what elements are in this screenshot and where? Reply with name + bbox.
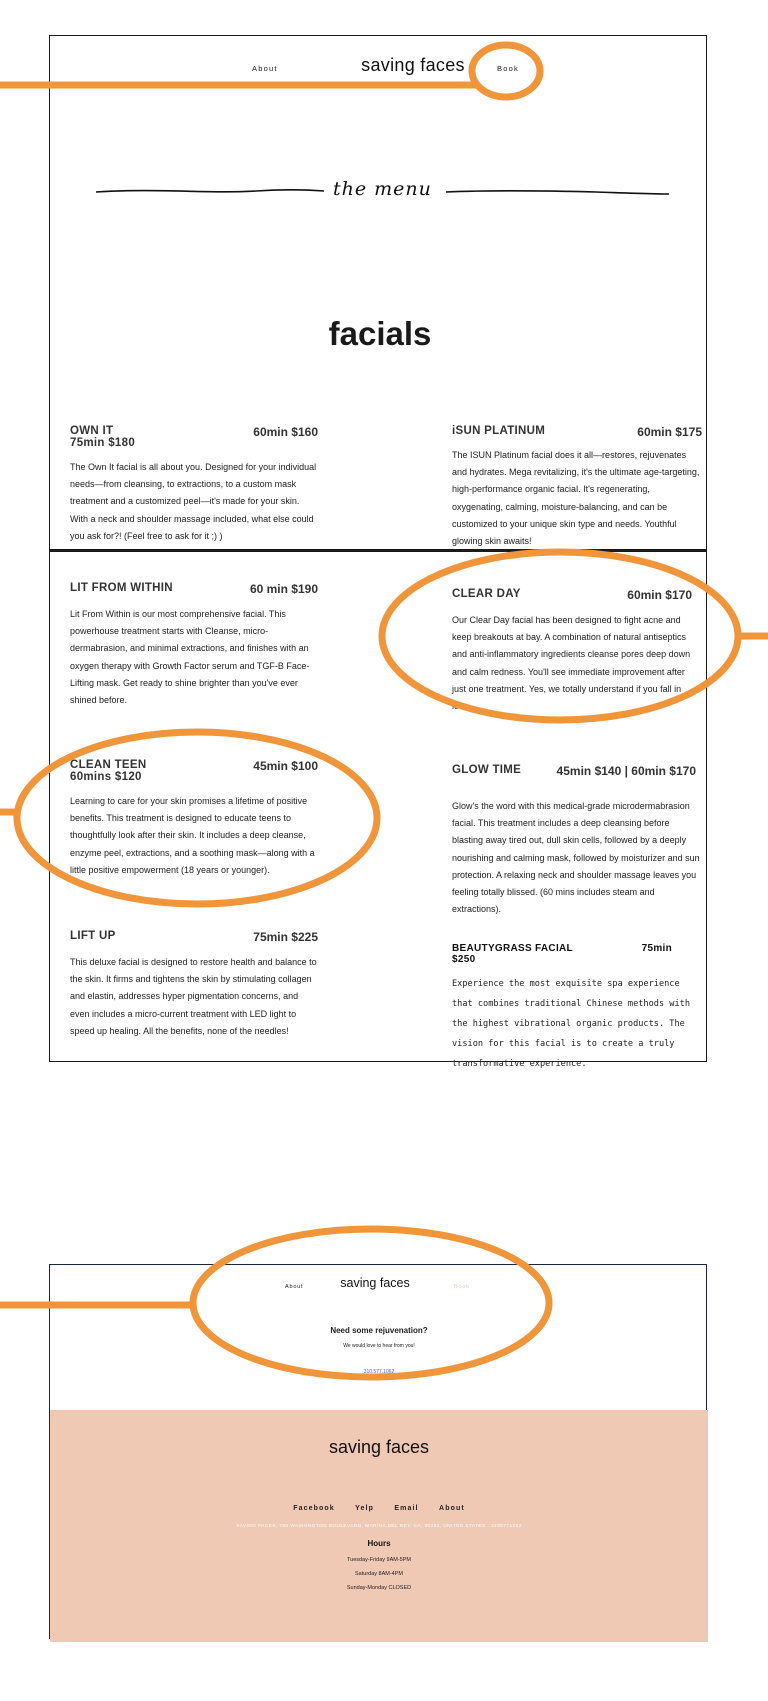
treatment-name: CLEAR DAY (452, 588, 521, 600)
cta-subtitle: We would love to hear from you! (343, 1343, 415, 1349)
footer-link-yelp[interactable]: Yelp (355, 1505, 374, 1512)
contact-page-screenshot (49, 1264, 707, 1639)
hours-title: Hours (367, 1539, 391, 1548)
treatment-lift-up (70, 930, 318, 1040)
treatment-description: The Own It facial is all about you. Designed for your individual needs—from cleansing, to extractions, to a custom mask treatment and a customized peel—it's made for your skin. With a neck and shoulder massage included, what else could you ask for?! (Feel free to ask for it ;) ) (70, 462, 317, 541)
hours-line: Tuesday-Friday 9AM-5PM (347, 1557, 411, 1563)
treatment-beautygrass-facial (452, 943, 702, 1069)
treatment-price: 60min $175 (637, 425, 702, 439)
treatment-name: GLOW TIME (452, 764, 522, 776)
treatment-name: BEAUTYGRASS FACIAL (452, 943, 573, 954)
treatment-clean-teen (70, 759, 318, 879)
nav-book-link[interactable]: Book (454, 1284, 470, 1290)
footer-links (50, 1497, 708, 1515)
treatment-price-alt: $250 (452, 954, 476, 965)
menu-divider-left (96, 182, 326, 202)
site-logo[interactable]: saving faces (361, 55, 465, 75)
treatment-clear-day (452, 588, 692, 712)
treatment-price: 75min (641, 943, 672, 954)
treatment-description: Our Clear Day facial has been designed to fight acne and keep breakouts at bay. A combination of natural antiseptics and anti-inflammatory ingredients cleanse pores deep down and calm redness. You'll see immediate improvement after just one treatment. Yes, we totally understand if you fall in love. (452, 615, 691, 712)
section-title-facials: facials (328, 315, 432, 352)
treatment-description: This deluxe facial is designed to restore health and balance to the skin. It firms and tightens the skin by stimulating collagen and elastin, addresses hyper pigmentation concerns, and even includes a micro-current treatment with LED light to speed up healing. All the benefits, none of the needles! (70, 957, 317, 1036)
menu-title: the menu (333, 178, 432, 200)
cta-title: Need some rejuvenation? (330, 1326, 428, 1335)
nav-book-link[interactable]: Book (497, 64, 519, 73)
treatment-name: CLEAN TEEN (70, 759, 147, 771)
footer-address: SAVING FACES, 780 WASHINGTON BOULEVARD, MARINA DEL REY, CA, 90292, UNITED STATES · 3105771062 (236, 1524, 522, 1529)
site-logo[interactable]: saving faces (340, 1276, 410, 1290)
treatment-name: OWN IT (70, 425, 114, 437)
treatment-price: 45min $100 (253, 759, 318, 773)
site-footer (50, 1410, 708, 1642)
menu-page-screenshot-top (49, 35, 707, 551)
treatment-description: The ISUN Platinum facial does it all—restores, rejuvenates and hydrates. Mega revitalizing, it's the ultimate age-targeting, high-performance organic facial. It's regenerating, oxygenating, calming, moisture-balancing, and can be customized to your unique skin type and needs. Youthful glowing skin awaits! (452, 450, 700, 547)
footer-link-facebook[interactable]: Facebook (293, 1505, 335, 1512)
treatment-price-alt: 60mins $120 (70, 771, 142, 783)
footer-logo[interactable]: saving faces (328, 1437, 430, 1457)
treatment-description: Glow's the word with this medical-grade microdermabrasion facial. This treatment includes a deep cleansing before blasting away tired out, dull skin cells, followed by a deeply nourishing and calming mask, followed by moisturizer and sun protection. A relaxing neck and shoulder massage leaves you feeling totally blissed. (60 mins includes steam and extractions). (452, 801, 700, 915)
phone-link[interactable]: 310.577.1062 (363, 1369, 395, 1375)
menu-page-screenshot-bottom (49, 549, 707, 1069)
treatment-lit-from-within (70, 582, 318, 709)
treatment-name: iSUN PLATINUM (452, 425, 546, 437)
nav-about-link[interactable]: About (285, 1284, 304, 1290)
treatment-price: 45min $140 | 60min $170 (556, 764, 696, 778)
treatment-description: Experience the most exquisite spa experience that combines traditional Chinese methods with the highest vibrational organic products. The vision for this facial is to create a truly transformative experience. (452, 979, 690, 1069)
treatment-price-alt: 75min $180 (70, 437, 136, 449)
footer-link-about[interactable]: About (439, 1505, 465, 1512)
hours-line: Saturday 8AM-4PM (355, 1571, 403, 1577)
treatment-own-it (70, 425, 318, 545)
treatment-name: LIFT UP (70, 930, 116, 942)
treatment-description: Learning to care for your skin promises a lifetime of positive benefits. This treatment is designed to educate teens to thoughtfully look after their skin. It includes a deep cleanse, enzyme peel, extractions, and a soothing mask—along with a little positive empowerment (18 years or younger). (70, 796, 315, 875)
treatment-name: LIT FROM WITHIN (70, 582, 173, 594)
menu-divider-right (446, 184, 671, 204)
treatment-price: 60 min $190 (249, 582, 318, 596)
hours-line: Sunday-Monday CLOSED (346, 1585, 412, 1591)
treatment-glow-time (452, 764, 702, 918)
footer-link-email[interactable]: Email (394, 1505, 419, 1512)
nav-about-link[interactable]: About (252, 64, 278, 73)
treatment-price: 60min $160 (253, 425, 318, 439)
treatment-description: Lit From Within is our most comprehensive facial. This powerhouse treatment starts with Cleanse, micro-dermabrasion, and minimal extractions, and finishes with an oxygen therapy with Growth Factor serum and TGF-B Face-Lifting mask. Get ready to shine brighter than you've ever shined before. (70, 609, 310, 706)
treatment-price: 75min $225 (253, 930, 318, 944)
treatment-isun-platinum (452, 425, 702, 547)
treatment-price: 60min $170 (627, 588, 692, 602)
